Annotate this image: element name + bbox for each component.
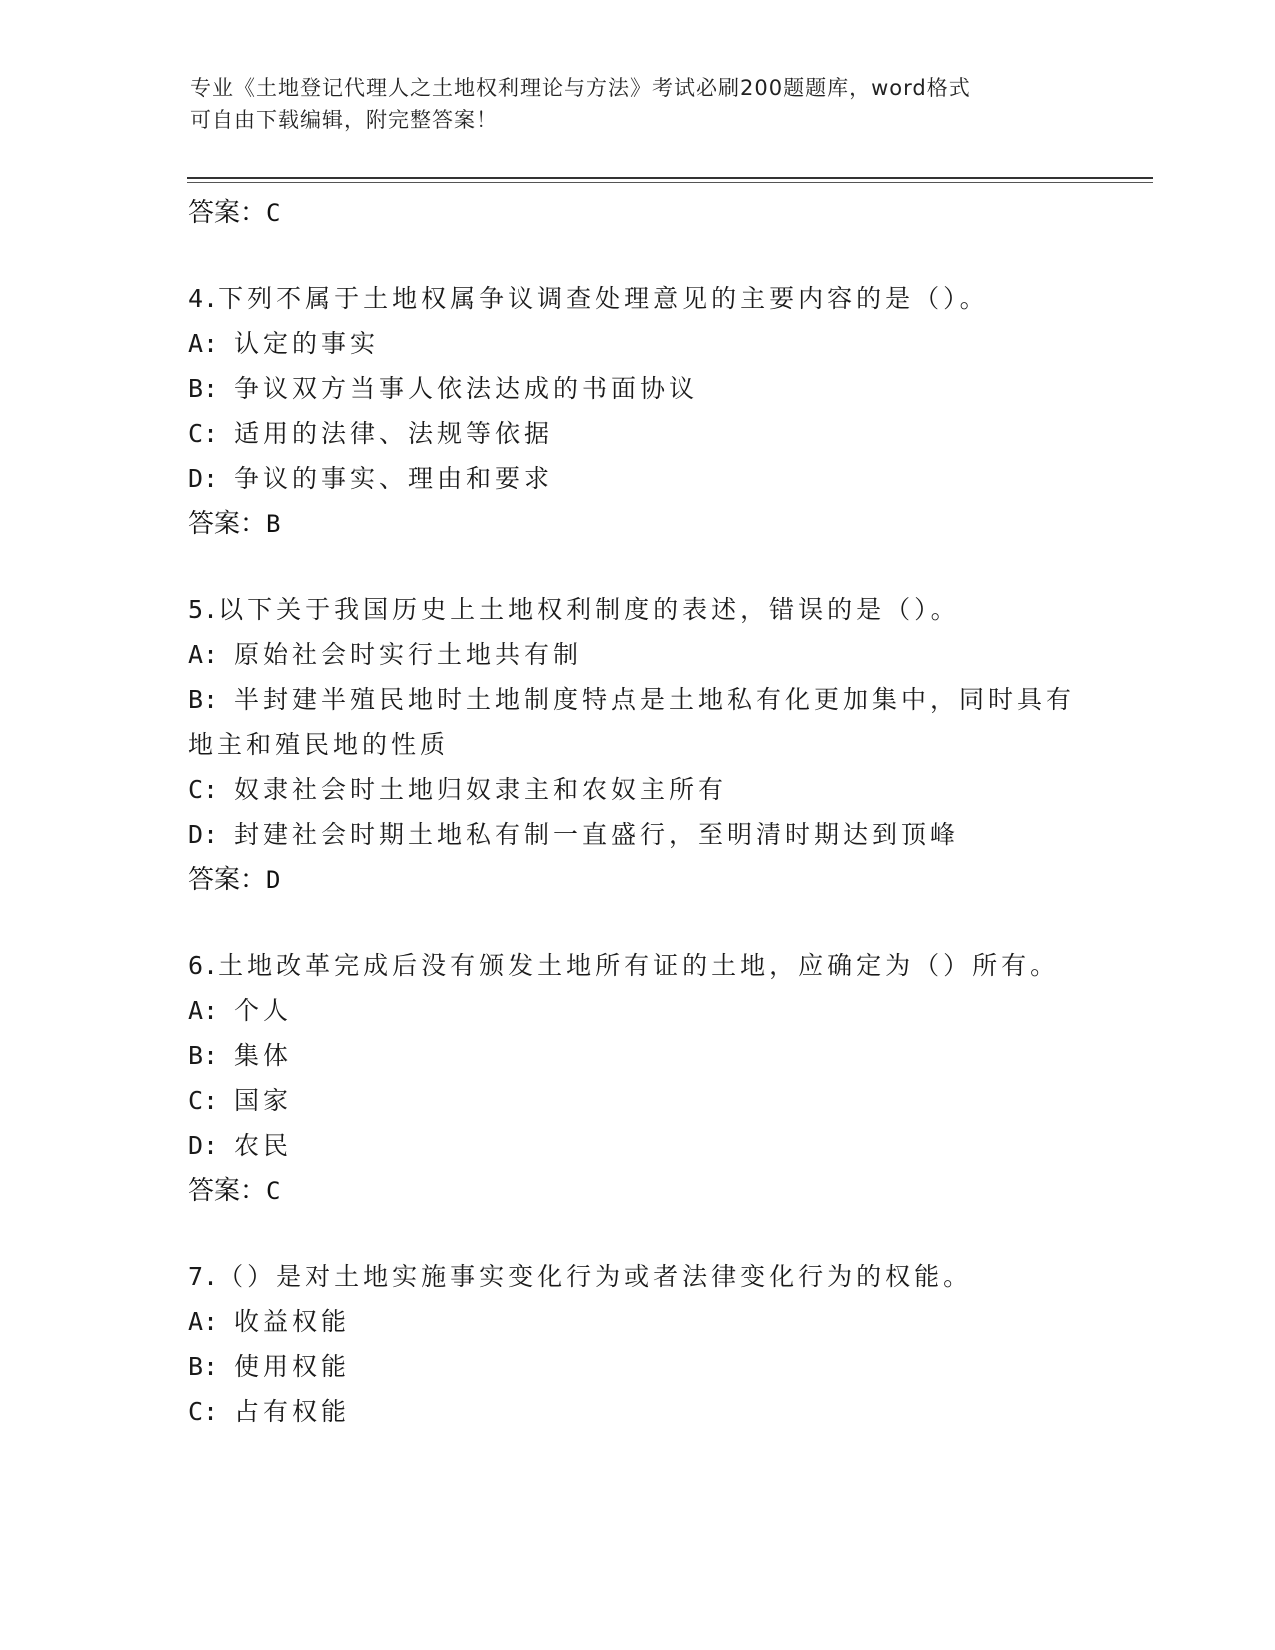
- question-list: [188, 190, 1088, 1434]
- option-a: [188, 321, 1088, 366]
- option-c: [188, 1389, 1088, 1434]
- option-text: 占有权能: [234, 1397, 351, 1426]
- option-d: [188, 812, 1088, 857]
- header-divider-thick: [187, 177, 1153, 179]
- option-key: C:: [188, 1397, 219, 1426]
- question-answer: [188, 501, 1088, 547]
- option-text: 认定的事实: [234, 329, 380, 358]
- question-answer: [188, 1168, 1088, 1214]
- question-stem: [188, 276, 1088, 321]
- question-answer: [188, 857, 1088, 903]
- previous-answer: [188, 190, 1088, 236]
- option-b: [188, 366, 1088, 411]
- option-text: 使用权能: [234, 1352, 351, 1381]
- option-text: 原始社会时实行土地共有制: [234, 640, 583, 669]
- option-key: D:: [188, 464, 219, 493]
- question-text: （）是对土地实施事实变化行为或者法律变化行为的权能。: [218, 1262, 973, 1291]
- option-key: A:: [188, 996, 219, 1025]
- question-text: 下列不属于土地权属争议调查处理意见的主要内容的是（）。: [218, 284, 989, 313]
- option-d: [188, 456, 1088, 501]
- question-stem: [188, 1254, 1088, 1299]
- answer-label: 答案：: [188, 865, 267, 895]
- option-d: [188, 1123, 1088, 1168]
- answer-label: 答案：: [188, 198, 267, 228]
- answer-label: 答案：: [188, 509, 267, 539]
- question-stem: [188, 587, 1088, 632]
- option-key: A:: [188, 640, 219, 669]
- question-text: 土地改革完成后没有颁发土地所有证的土地，应确定为（）所有。: [218, 951, 1060, 980]
- option-b: [188, 1344, 1088, 1389]
- answer-value: B: [266, 510, 281, 538]
- option-c: [188, 411, 1088, 456]
- option-key: C:: [188, 1086, 219, 1115]
- option-text: 集体: [234, 1041, 293, 1070]
- option-key: A:: [188, 1307, 219, 1336]
- answer-value: D: [266, 866, 281, 894]
- option-text: 争议双方当事人依法达成的书面协议: [234, 374, 699, 403]
- option-key: B:: [188, 1352, 219, 1381]
- option-key: B:: [188, 685, 219, 714]
- answer-value: C: [266, 199, 281, 227]
- option-b: [188, 1033, 1088, 1078]
- option-text: 收益权能: [234, 1307, 351, 1336]
- question-5: [188, 587, 1088, 903]
- question-number: 6.: [188, 951, 219, 980]
- question-4: [188, 276, 1088, 547]
- option-key: C:: [188, 775, 219, 804]
- question-stem: [188, 943, 1088, 988]
- option-text: 适用的法律、法规等依据: [234, 419, 554, 448]
- option-a: [188, 632, 1088, 677]
- answer-label: 答案：: [188, 1176, 267, 1206]
- option-b: [188, 677, 1088, 767]
- option-key: B:: [188, 374, 219, 403]
- option-key: C:: [188, 419, 219, 448]
- document-header: [190, 72, 1070, 136]
- option-c: [188, 767, 1088, 812]
- option-text: 个人: [234, 996, 293, 1025]
- question-number: 5.: [188, 595, 219, 624]
- option-key: B:: [188, 1041, 219, 1070]
- header-line-2: 可自由下载编辑，附完整答案！: [190, 108, 498, 132]
- option-key: D:: [188, 1131, 219, 1160]
- option-a: [188, 1299, 1088, 1344]
- answer-value: C: [266, 1177, 281, 1205]
- question-number: 4.: [188, 284, 219, 313]
- option-a: [188, 988, 1088, 1033]
- option-c: [188, 1078, 1088, 1123]
- option-text: 奴隶社会时土地归奴隶主和农奴主所有: [234, 775, 728, 804]
- header-line-1: 专业《土地登记代理人之土地权利理论与方法》考试必刷200题题库，word格式: [190, 76, 971, 100]
- option-key: A:: [188, 329, 219, 358]
- option-text: 国家: [234, 1086, 293, 1115]
- question-7: [188, 1254, 1088, 1434]
- option-key: D:: [188, 820, 219, 849]
- option-text: 半封建半殖民地时土地制度特点是土地私有化更加集中，同时具有地主和殖民地的性质: [188, 685, 1076, 759]
- option-text: 封建社会时期土地私有制一直盛行，至明清时期达到顶峰: [234, 820, 960, 849]
- question-number: 7.: [188, 1262, 219, 1291]
- question-text: 以下关于我国历史上土地权利制度的表述，错误的是（）。: [218, 595, 960, 624]
- question-6: [188, 943, 1088, 1214]
- option-text: 农民: [234, 1131, 293, 1160]
- header-divider-thin: [187, 182, 1153, 183]
- option-text: 争议的事实、理由和要求: [234, 464, 554, 493]
